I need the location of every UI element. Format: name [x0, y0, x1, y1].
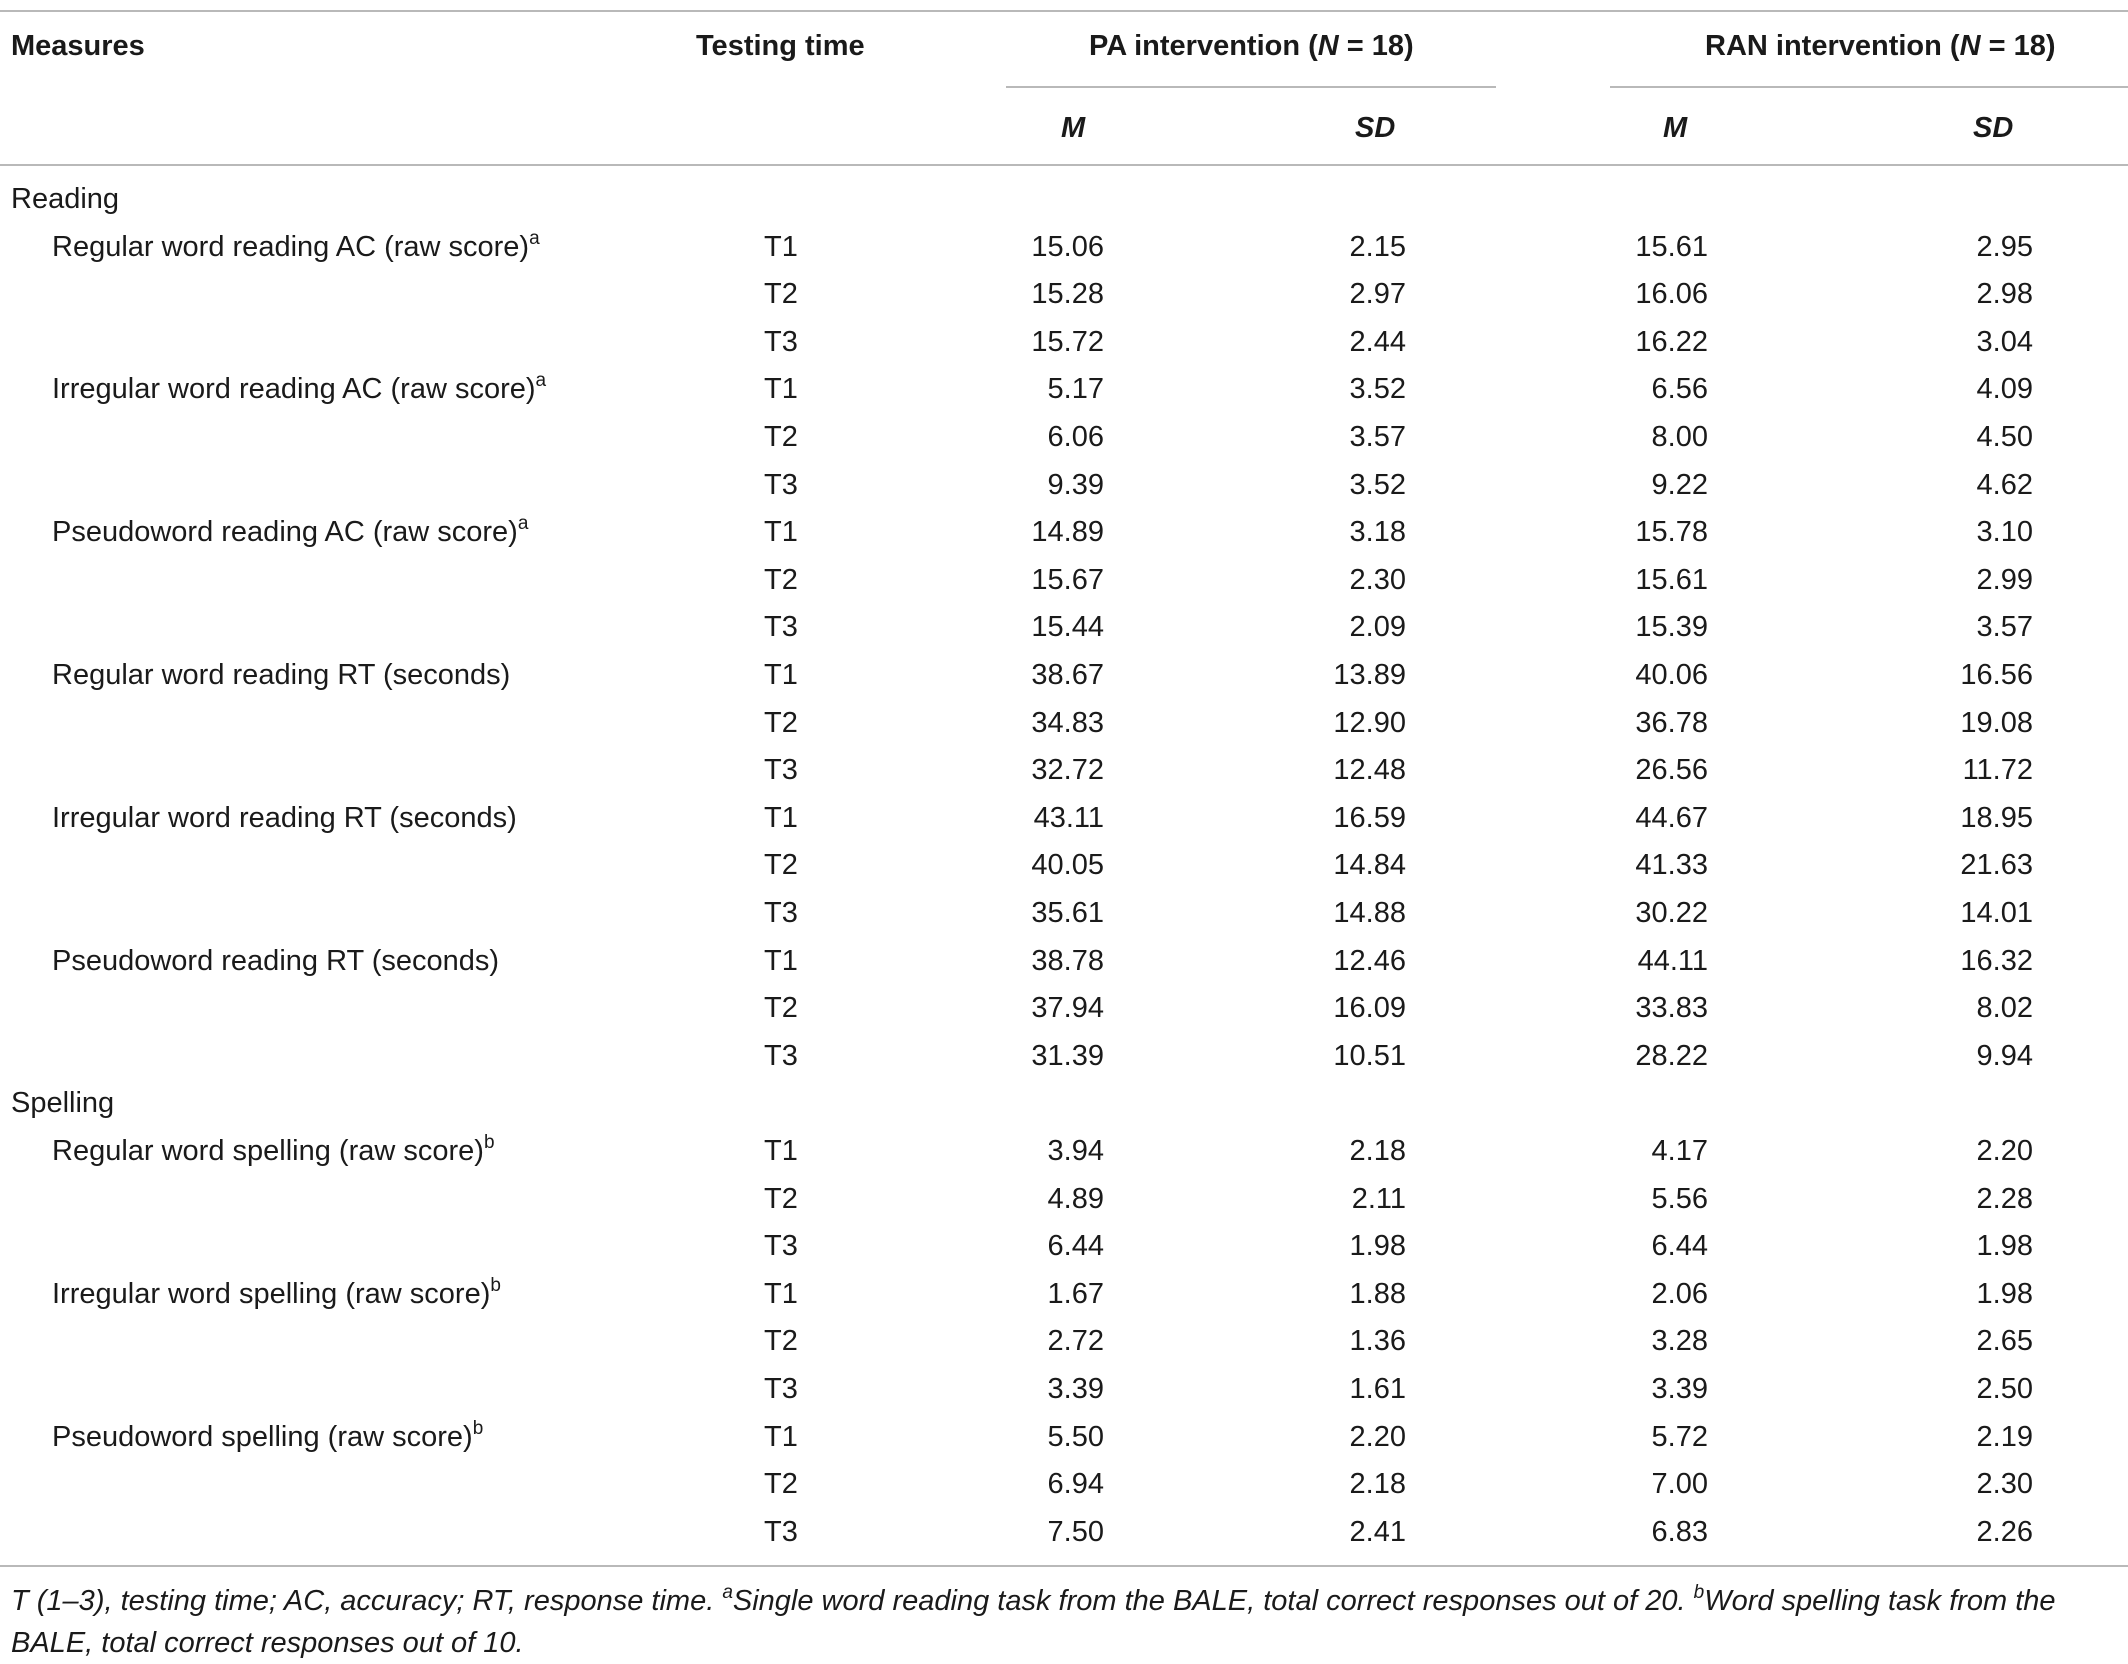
pa-mean: 43.11: [1033, 801, 1104, 834]
ran-mean: 16.06: [1635, 278, 1708, 311]
header-pa-sd: SD: [1355, 112, 1396, 144]
pa-sd: 12.46: [1333, 944, 1406, 977]
ran-sd: 4.62: [1976, 468, 2033, 501]
section-title: Reading: [11, 183, 120, 215]
measure-label: [52, 1419, 483, 1455]
ran-sd: 2.19: [1976, 1420, 2033, 1453]
ran-sd: 14.01: [1960, 897, 2033, 929]
measure-label: [52, 371, 546, 407]
pa-sd: 10.51: [1333, 1039, 1406, 1072]
testing-time: T3: [764, 1230, 798, 1263]
ran-sd: 3.10: [1976, 516, 2033, 549]
testing-time: T1: [764, 516, 798, 549]
testing-time: T2: [764, 1182, 798, 1215]
testing-time: T2: [764, 1325, 798, 1358]
pa-mean: 6.44: [1047, 1230, 1104, 1263]
testing-time: T1: [764, 801, 798, 834]
ran-mean: 3.39: [1651, 1373, 1708, 1405]
ran-mean: 15.78: [1635, 516, 1708, 549]
pa-sd: 16.09: [1333, 992, 1406, 1025]
pa-sd: 14.88: [1333, 897, 1406, 929]
pa-mean: 15.28: [1031, 278, 1104, 311]
pa-mean: 38.78: [1031, 944, 1104, 977]
pa-mean: 5.50: [1047, 1420, 1104, 1453]
ran-group-underline: [1610, 86, 2128, 88]
measure-footnote-mark: a: [535, 370, 547, 392]
testing-time: T2: [764, 563, 798, 596]
pa-sd: 2.30: [1349, 563, 1406, 596]
ran-mean: 36.78: [1635, 706, 1708, 739]
testing-time: T2: [764, 849, 798, 882]
header-measures: Measures: [11, 30, 145, 62]
testing-time: T1: [764, 944, 798, 977]
measure-label: [52, 943, 499, 979]
pa-mean: 5.17: [1047, 373, 1104, 406]
pa-mean: 3.39: [1047, 1373, 1104, 1405]
testing-time: T2: [764, 992, 798, 1025]
pa-mean: 34.83: [1031, 706, 1104, 739]
measure-footnote-mark: b: [490, 1274, 501, 1296]
measure-label-text: Regular word reading RT (seconds): [52, 659, 511, 691]
ran-mean: 8.00: [1651, 421, 1708, 453]
footnote-a-mark: a: [722, 1582, 733, 1603]
ran-sd: 2.98: [1976, 278, 2033, 311]
ran-sd: 16.32: [1960, 944, 2033, 977]
section-title: Spelling: [11, 1087, 115, 1120]
header-ran-sd: SD: [1973, 112, 2014, 144]
pa-mean: 7.50: [1047, 1515, 1104, 1548]
testing-time: T3: [764, 897, 798, 929]
ran-mean: 15.61: [1635, 563, 1708, 596]
testing-time: T3: [764, 611, 798, 644]
measure-label-text: Pseudoword reading RT (seconds): [52, 944, 500, 977]
measure-label-text: Irregular word spelling (raw score): [52, 1277, 491, 1310]
measure-label-text: Irregular word reading AC (raw score): [52, 373, 536, 406]
pa-mean: 32.72: [1031, 754, 1104, 787]
header-testing-time: Testing time: [696, 30, 865, 62]
pa-mean: 35.61: [1031, 897, 1104, 929]
pa-mean: 15.06: [1031, 230, 1104, 263]
pa-sd: 3.57: [1349, 421, 1406, 453]
footnote-b-text: Word spelling task from the BALE, total correct responses out of 10.: [11, 1585, 2056, 1659]
ran-sd: 2.30: [1976, 1468, 2033, 1501]
pa-mean: 6.06: [1047, 421, 1104, 453]
testing-time: T3: [764, 754, 798, 787]
testing-time: T2: [764, 421, 798, 453]
ran-sd: 2.99: [1976, 563, 2033, 596]
testing-time: T3: [764, 1515, 798, 1548]
pa-sd: 13.89: [1333, 659, 1406, 691]
pa-sd: 1.98: [1349, 1230, 1406, 1263]
pa-sd: 14.84: [1333, 849, 1406, 882]
pa-sd: 12.48: [1333, 754, 1406, 787]
header-pa-m: M: [1061, 112, 1086, 144]
footnote-definitions: T (1–3), testing time; AC, accuracy; RT, response time.: [11, 1585, 723, 1617]
measure-label: [52, 229, 540, 265]
testing-time: T3: [764, 468, 798, 501]
pa-mean: 14.89: [1031, 516, 1104, 549]
pa-mean: 15.72: [1031, 325, 1104, 358]
pa-sd: 2.18: [1349, 1135, 1406, 1167]
testing-time: T2: [764, 278, 798, 311]
pa-mean: 15.67: [1031, 563, 1104, 596]
ran-mean: 6.83: [1651, 1515, 1708, 1548]
ran-mean: 28.22: [1635, 1039, 1708, 1072]
testing-time: T1: [764, 1420, 798, 1453]
ran-sd: 4.09: [1976, 373, 2033, 406]
pa-sd: 2.09: [1349, 611, 1406, 644]
ran-sd: 3.04: [1976, 325, 2033, 358]
ran-mean: 5.56: [1651, 1182, 1708, 1215]
header-pa-intervention: PA intervention (N = 18): [1089, 30, 1414, 62]
pa-sd: 12.90: [1333, 706, 1406, 739]
testing-time: T2: [764, 706, 798, 739]
testing-time: T1: [764, 373, 798, 406]
pa-sd: 1.61: [1349, 1373, 1406, 1405]
measure-label: [52, 1133, 495, 1169]
testing-time: T1: [764, 1135, 798, 1167]
ran-mean: 2.06: [1651, 1277, 1708, 1310]
pa-sd: 3.52: [1349, 373, 1406, 406]
pa-sd: 2.20: [1349, 1420, 1406, 1453]
pa-mean: 38.67: [1031, 659, 1104, 691]
testing-time: T1: [764, 1277, 798, 1310]
ran-mean: 44.11: [1637, 944, 1708, 977]
testing-time: T3: [764, 1373, 798, 1405]
ran-sd: 11.72: [1962, 754, 2033, 787]
measure-label: [52, 1276, 501, 1312]
measure-label: [52, 800, 517, 836]
ran-sd: 2.28: [1976, 1182, 2033, 1215]
pa-sd: 2.11: [1351, 1182, 1406, 1215]
pa-sd: 16.59: [1333, 801, 1406, 834]
header-bottom-rule: [0, 164, 2128, 166]
pa-sd: 3.18: [1349, 516, 1406, 549]
ran-sd: 16.56: [1960, 659, 2033, 691]
testing-time: T1: [764, 659, 798, 691]
pa-sd: 3.52: [1349, 468, 1406, 501]
pa-sd: 2.41: [1349, 1515, 1406, 1548]
measure-label: [52, 657, 510, 693]
pa-sd: 1.88: [1349, 1277, 1406, 1310]
testing-time: T3: [764, 1039, 798, 1072]
pa-mean: 31.39: [1031, 1039, 1104, 1072]
pa-mean: 1.67: [1047, 1277, 1104, 1310]
header-ran-m: M: [1663, 112, 1688, 144]
ran-sd: 2.26: [1976, 1515, 2033, 1548]
measure-footnote-mark: b: [472, 1417, 484, 1439]
pa-mean: 9.39: [1047, 468, 1104, 501]
pa-mean: 3.94: [1047, 1135, 1104, 1167]
pa-sd: 1.36: [1349, 1325, 1406, 1358]
pa-mean: 40.05: [1031, 849, 1104, 882]
ran-sd: 2.95: [1976, 230, 2033, 263]
ran-mean: 40.06: [1635, 659, 1708, 691]
measure-footnote-mark: b: [483, 1132, 495, 1153]
pa-sd: 2.97: [1349, 278, 1406, 311]
footnote-b-mark: b: [1693, 1582, 1705, 1603]
testing-time: T1: [764, 230, 798, 263]
measure-label: [52, 514, 528, 550]
measure-label-text: Pseudoword reading AC (raw score): [52, 516, 518, 549]
testing-time: T2: [764, 1468, 798, 1501]
ran-sd: 1.98: [1976, 1230, 2033, 1263]
ran-sd: 9.94: [1976, 1039, 2033, 1072]
ran-mean: 41.33: [1635, 849, 1708, 882]
ran-sd: 8.02: [1976, 992, 2033, 1025]
ran-sd: 2.65: [1976, 1325, 2033, 1358]
pa-mean: 37.94: [1031, 992, 1104, 1025]
bottom-rule: [0, 1565, 2128, 1567]
ran-mean: 15.39: [1635, 611, 1708, 644]
ran-mean: 15.61: [1635, 230, 1708, 263]
ran-mean: 30.22: [1635, 897, 1708, 929]
measure-footnote-mark: a: [529, 227, 540, 249]
ran-mean: 44.67: [1635, 801, 1708, 834]
ran-mean: 3.28: [1651, 1325, 1708, 1358]
testing-time: T3: [764, 325, 798, 358]
table-footnote: [11, 1580, 2121, 1664]
pa-group-underline: [1006, 86, 1496, 88]
ran-sd: 4.50: [1976, 421, 2033, 453]
pa-sd: 2.44: [1349, 325, 1406, 358]
ran-sd: 1.98: [1976, 1277, 2033, 1310]
header-ran-intervention: RAN intervention (N = 18): [1705, 30, 2056, 62]
top-rule: [0, 10, 2128, 12]
ran-mean: 6.56: [1651, 373, 1708, 406]
footnote-a-text: Single word reading task from the BALE, total correct responses out of 20.: [732, 1585, 1694, 1617]
ran-sd: 3.57: [1976, 611, 2033, 644]
pa-mean: 6.94: [1047, 1468, 1104, 1501]
ran-mean: 9.22: [1651, 468, 1708, 501]
measure-label-text: Irregular word reading RT (seconds): [52, 801, 517, 834]
measure-label-text: Pseudoword spelling (raw score): [52, 1420, 473, 1453]
pa-mean: 2.72: [1047, 1325, 1104, 1358]
measure-label-text: Regular word spelling (raw score): [52, 1135, 484, 1167]
pa-sd: 2.18: [1349, 1468, 1406, 1501]
ran-mean: 4.17: [1651, 1135, 1708, 1167]
pa-mean: 15.44: [1031, 611, 1104, 644]
ran-mean: 16.22: [1635, 325, 1708, 358]
measure-footnote-mark: a: [517, 513, 529, 535]
ran-mean: 5.72: [1651, 1420, 1708, 1453]
ran-mean: 33.83: [1635, 992, 1708, 1025]
ran-mean: 26.56: [1635, 754, 1708, 787]
ran-sd: 2.50: [1976, 1373, 2033, 1405]
ran-sd: 18.95: [1960, 801, 2033, 834]
ran-sd: 2.20: [1976, 1135, 2033, 1167]
pa-sd: 2.15: [1349, 230, 1406, 263]
ran-sd: 21.63: [1960, 849, 2033, 882]
pa-mean: 4.89: [1047, 1182, 1104, 1215]
ran-mean: 7.00: [1651, 1468, 1708, 1501]
ran-mean: 6.44: [1651, 1230, 1708, 1263]
ran-sd: 19.08: [1960, 706, 2033, 739]
measure-label-text: Regular word reading AC (raw score): [52, 230, 530, 263]
